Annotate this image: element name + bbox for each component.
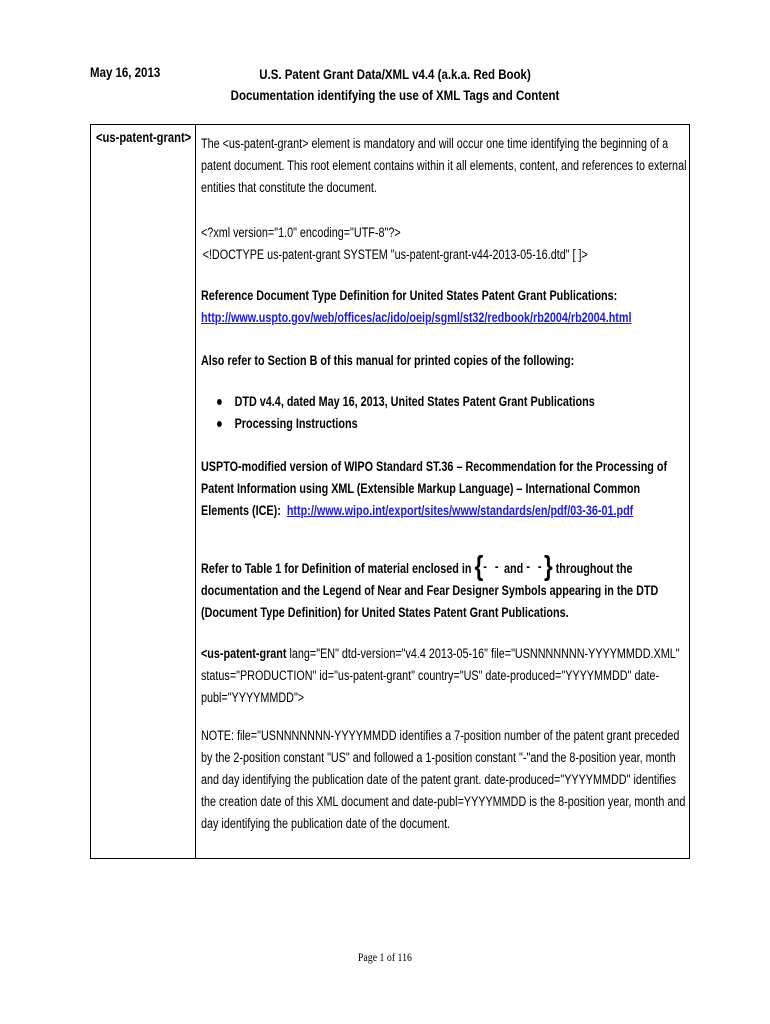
header-date: May 16, 2013 <box>90 64 161 80</box>
wipo-paragraph <box>201 456 689 522</box>
list-item <box>235 413 689 435</box>
page-number: Page 1 of 116 <box>357 950 413 964</box>
column-divider <box>195 125 196 858</box>
doctype-declaration: <!DOCTYPE us-patent-grant SYSTEM "us-patent-grant-v44-2013-05-16.dtd" [ ]> <box>202 247 588 262</box>
bullet-icon <box>217 421 222 427</box>
near-symbol-open-icon: {- - <box>474 550 501 581</box>
note-paragraph: NOTE: file="USNNNNNNN-YYYYMMDD identifies a 7-position number of the patent grant preceded by the 2-position constant "US" and followed a 1-position constant "-"and the 8-position year, month and day identifying the publication date of the patent grant. date-produced="YYYYMMDD" identifies the creation date of this XML document and date-publ=YYYYMMDD is the 8-position year, month and day identifying the publication date of the document. <box>201 728 686 831</box>
list-item-text: DTD v4.4, dated May 16, 2013, United States Patent Grant Publications <box>234 394 595 409</box>
table1-post-text: throughout the documentation and the Legend of Near and Fear Designer Symbols appearing in the DTD (Document Type Definition) for United States Patent Grant Publications. <box>201 561 659 620</box>
wipo-standard-link[interactable]: http://www.wipo.int/export/sites/www/standards/en/pdf/03-36-01.pdf <box>286 503 634 518</box>
definition-table <box>90 124 690 859</box>
xml-declaration: <?xml version="1.0" encoding="UTF-8"?> <box>201 225 401 240</box>
table1-pre-text: Refer to Table 1 for Definition of material enclosed in <box>201 561 472 576</box>
header-title <box>160 64 630 106</box>
near-symbol-close-icon: - -} <box>526 550 553 581</box>
header-title-line2: Documentation identifying the use of XML Tags and Content <box>230 87 560 103</box>
bullet-icon <box>217 399 222 405</box>
header-title-line1: U.S. Patent Grant Data/XML v4.4 (a.k.a. Red Book) <box>259 66 531 82</box>
printed-copies-list <box>201 391 689 435</box>
reference-dtd-link[interactable]: http://www.uspto.gov/web/offices/ac/ido/oeip/sgml/st32/redbook/rb2004/rb2004.html <box>201 310 632 325</box>
table1-paragraph <box>201 550 689 624</box>
also-refer-text: Also refer to Section B of this manual for printed copies of the following: <box>201 353 575 368</box>
list-item-text: Processing Instructions <box>234 416 358 431</box>
element-example <box>201 643 689 709</box>
list-item <box>235 391 689 413</box>
reference-heading: Reference Document Type Definition for United States Patent Grant Publications: <box>201 288 618 303</box>
wipo-text: USPTO-modified version of WIPO Standard ST.36 – Recommendation for the Processing of Patent Information using XML (Extensible Markup Language) – International Common Elements (ICE): <box>201 459 668 518</box>
element-example-attributes: lang="EN" dtd-version="v4.4 2013-05-16" file="USNNNNNNN-YYYYMMDD.XML" status="PRODUCTION" id="us-patent-grant" country="US" date-produced="YYYYMMDD" date-publ="YYYYMMDD"> <box>201 646 680 705</box>
element-example-tag: <us-patent-grant <box>201 646 287 661</box>
table1-mid-text: and <box>503 561 524 576</box>
element-description <box>201 133 689 835</box>
intro-paragraph: The <us-patent-grant> element is mandatory and will occur one time identifying the beginning of a patent document. This root element contains within it all elements, content, and references to external entities that constitute the document. <box>201 136 687 195</box>
element-tag-label: <us-patent-grant> <box>96 129 192 145</box>
